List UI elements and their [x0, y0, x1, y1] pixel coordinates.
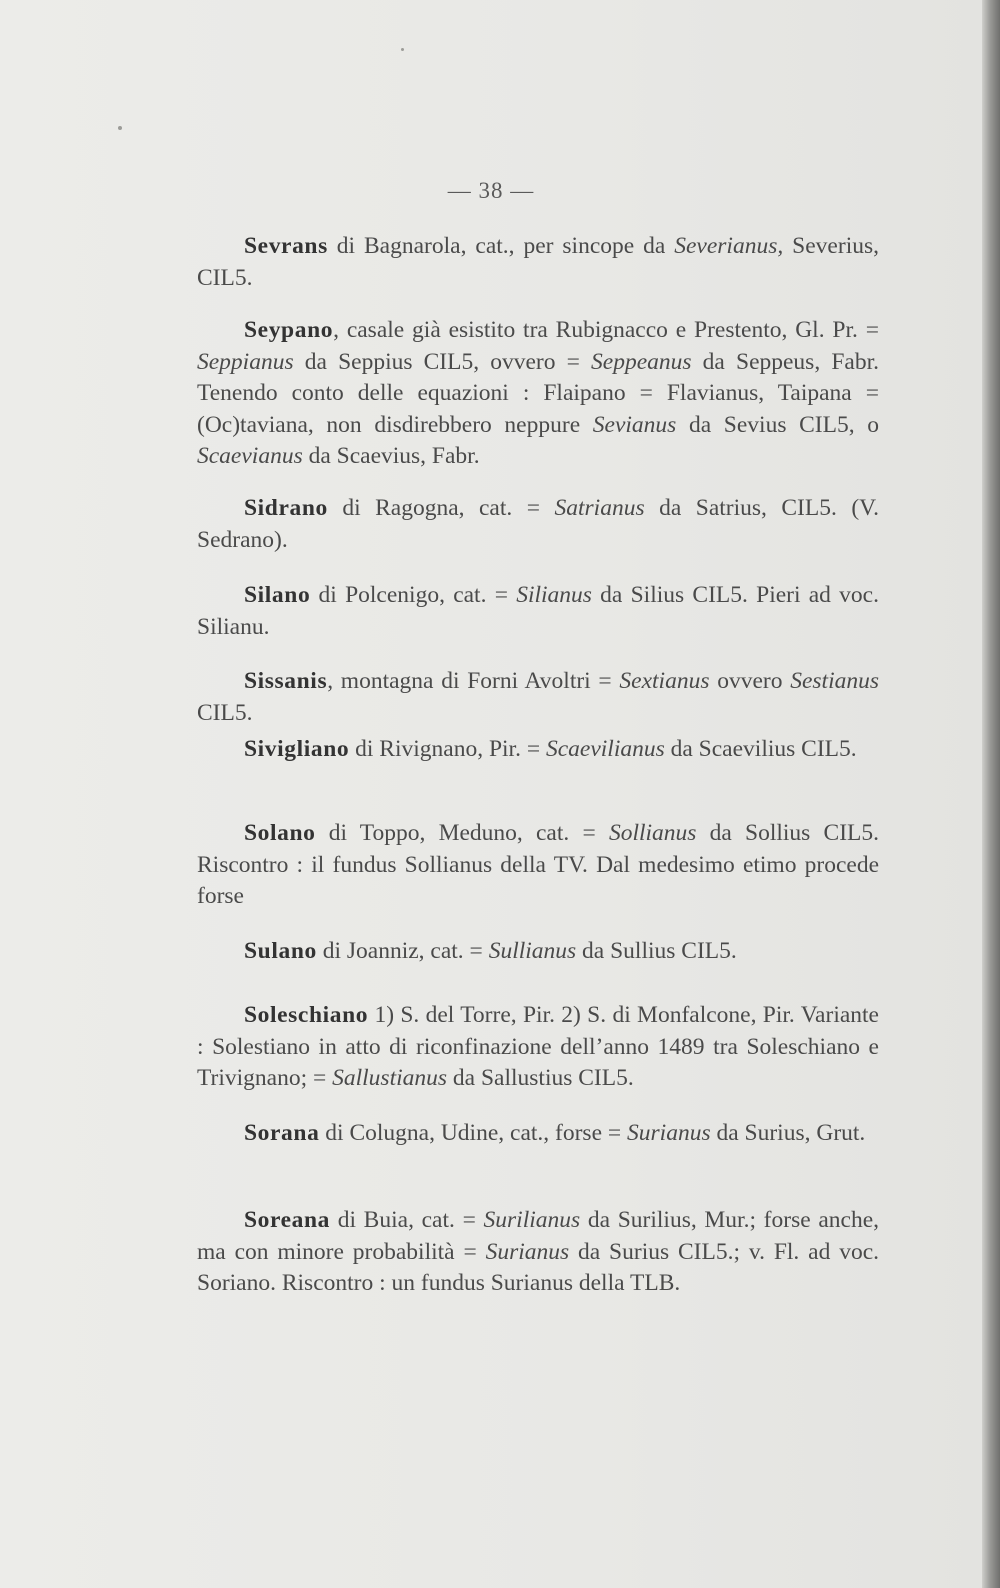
entry-text: da Scaevius, Fabr. [302, 443, 480, 469]
entry-text: di Colugna, Udine, cat., forse = [319, 1120, 628, 1146]
entry-text: CIL5. [197, 699, 253, 726]
entry-sivigliano [197, 734, 879, 766]
entry-text: , montagna di Forni Avoltri = [327, 668, 620, 694]
headword: Sidrano [244, 495, 328, 521]
headword: Solano [244, 820, 316, 846]
paper-speck [401, 48, 404, 51]
headword: Soleschiano [244, 1002, 369, 1028]
italic-term: Sullianus [488, 938, 577, 964]
entry-text: di Toppo, Meduno, cat. = [315, 820, 609, 846]
italic-term: Sevianus [592, 411, 677, 438]
headword: Sevrans [244, 233, 328, 259]
entry-sidrano [197, 493, 879, 556]
entry-text: da Sollius CIL5. Riscontro : il fundus Sollianus della TV. Dal medesimo etimo procede forse [197, 820, 879, 909]
entry-solano [197, 818, 879, 913]
page-edge-shadow [982, 0, 1000, 1588]
italic-term: Sextianus [619, 668, 710, 694]
entry-text: da Satrius, CIL5. (V. Sedrano). [197, 495, 879, 553]
italic-term: Sollianus [608, 820, 697, 846]
italic-term: Satrianus [554, 495, 645, 521]
entry-text: da Seppeus, Fabr. Tenendo conto delle equazioni : Flaipano = Flavianus, Taipana = (Oc)taviana, non disdirebbero neppure [197, 348, 879, 438]
entry-soleschiano [197, 1000, 879, 1095]
entry-sissanis [197, 666, 879, 729]
entry-sulano [197, 936, 879, 968]
entry-text: da Surius, Grut. [710, 1120, 866, 1146]
entry-silano [197, 580, 879, 643]
paper-speck [118, 126, 122, 130]
italic-term: Sallustianus [332, 1065, 448, 1091]
headword: Silano [244, 582, 311, 608]
entry-text: da Surius CIL5.; v. Fl. ad voc. Soriano. Riscontro : un fundus Surianus della TLB. [197, 1238, 879, 1296]
entry-text: ovvero [709, 668, 791, 694]
italic-term: Surianus [627, 1120, 711, 1146]
entry-text: Severius, CIL5. [197, 233, 879, 291]
italic-term: Severianus, [674, 233, 784, 259]
entry-text: da Sullius CIL5. [576, 938, 737, 964]
headword: Sorana [244, 1120, 320, 1146]
italic-term: Surianus [485, 1238, 570, 1265]
headword: Soreana [244, 1207, 331, 1233]
entry-text: di Ragogna, cat. = [327, 495, 555, 521]
entry-text: da Silius CIL5. Pieri ad voc. Silianu. [197, 582, 879, 640]
entry-text: , casale già esistito tra Rubignacco e Prestento, Gl. Pr. = [333, 317, 879, 343]
entry-text: da Surilius, Mur.; forse anche, ma con minore probabilità = [197, 1207, 880, 1265]
italic-term: Seppianus [197, 348, 294, 375]
italic-term: Seppeanus [591, 348, 692, 375]
entry-soreana [197, 1205, 879, 1300]
headword: Seypano [244, 317, 334, 343]
headword: Sissanis [244, 668, 328, 694]
entry-seypano [197, 315, 879, 473]
italic-term: Scaevianus [197, 443, 303, 469]
entry-text: da Sallustius CIL5. [447, 1065, 634, 1091]
entry-text: di Polcenigo, cat. = [310, 582, 517, 608]
entry-text: di Joanniz, cat. = [316, 938, 489, 964]
page-number: — 38 — [447, 178, 535, 203]
entry-sorana [197, 1118, 879, 1150]
headword: Sivigliano [244, 736, 350, 762]
entry-text: 1) S. del Torre, Pir. 2) S. di Monfalcone, Pir. Variante : Solestiano in atto di riconfinazione dell’anno 1489 tra Soleschiano e Trivignano; = [197, 1002, 879, 1091]
entry-text: da Scaevilius CIL5. [664, 736, 857, 762]
entry-text: da Seppius CIL5, ovvero = [293, 348, 592, 375]
headword: Sulano [244, 938, 317, 964]
italic-term: Scaevilianus [545, 736, 665, 762]
entry-text: di Rivignano, Pir. = [349, 736, 546, 762]
entry-text: da Sevius CIL5, o [676, 411, 879, 438]
entry-text: di Bagnarola, cat., per sincope da [327, 233, 675, 259]
italic-term: Silianus [516, 582, 592, 608]
italic-term: Surilianus [483, 1207, 581, 1233]
italic-term: Sestianus [790, 668, 879, 694]
entry-sevrans [197, 231, 879, 294]
entry-text: di Buia, cat. = [330, 1207, 484, 1233]
